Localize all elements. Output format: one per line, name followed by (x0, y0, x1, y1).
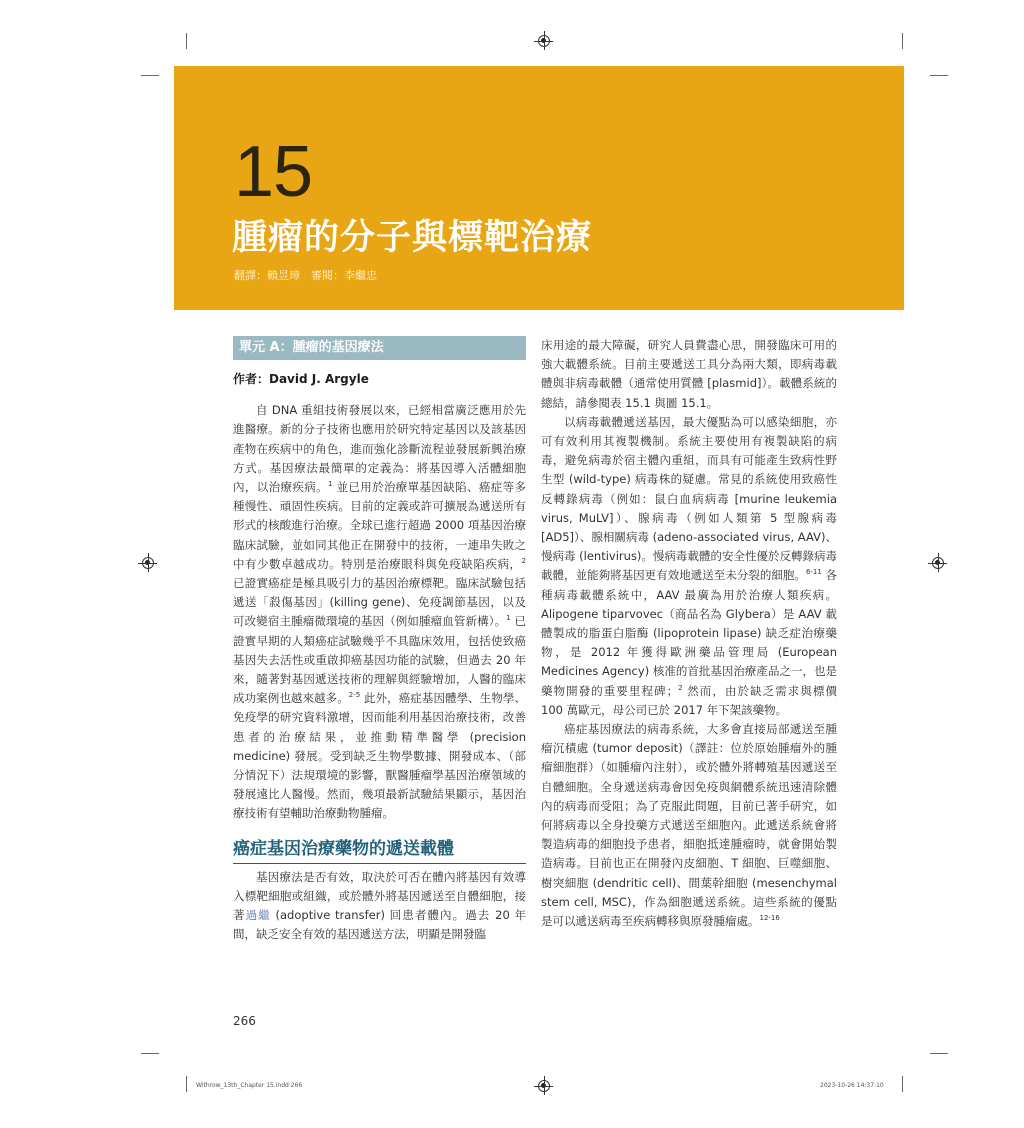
right-column (541, 336, 837, 931)
citation: 1 (506, 614, 511, 623)
timestamp-slug: 2023-10-26 14:37:10 (820, 1082, 884, 1089)
paragraph: 以病毒載體遞送基因，最大優點為可以感染細胞，亦可有效利用其複製機制。系統主要使用有複製缺陷的病毒，避免病毒於宿主體內重組，而具有可能產生致病性野生型 (wild-type) 病毒株的疑慮。常見的系統使用致癌性反轉錄病毒（例如：鼠白血病病毒 [murine leukemia virus, MuLV]）、腺病毒（例如人類第 5 型腺病毒 [AD5]）、腺相關病毒 (adeno-associated virus, AAV)、慢病毒 (lentivirus)。慢病毒載體的安全性優於反轉錄病毒載體，並能夠將基因更有效地遞送至未分裂的細胞。$^{6-11}$ 各種病毒載體系統中，AAV 最廣為用於治療人類疾病。Alipogene tiparvovec（商品名為 Glybera）是 AAV 載體製成的脂蛋白脂酶 (lipoprotein lipase) 缺乏症治療藥物，是 2012 年獲得歐洲藥品管理局 (European Medicines Agency) 核准的首批基因治療產品之一，也是藥物開發的重要里程碑；$^2$ 然而，由於缺乏需求與標價 100 萬歐元，母公司已於 2017 年下架該藥物。 (541, 414, 838, 717)
citation: 2 (521, 557, 526, 565)
crop-mark (186, 1076, 187, 1092)
registration-mark-icon (932, 557, 944, 569)
registration-mark-icon (142, 557, 154, 569)
unit-heading: 單元 A：腫瘤的基因療法 (233, 336, 526, 360)
crop-mark (141, 1053, 159, 1054)
paragraph: 基因療法是否有效，取決於可否在體內將基因有效導入標靶細胞或組織，或於體外將基因遞送至自體細胞，接著過繼 (adoptive transfer) 回患者體內。過去 20 年間，缺乏安全有效的基因遞送方法，明顯是開發臨 (233, 869, 527, 942)
registration-mark-icon (538, 35, 550, 47)
chapter-title: 腫瘤的分子與標靶治療 (232, 218, 593, 258)
left-column (233, 336, 526, 944)
crop-mark (902, 1076, 903, 1092)
chapter-credit: 翻譯：賴昱璋 審閱：李繼忠 (234, 269, 377, 282)
chapter-banner (174, 66, 904, 310)
file-slug: Withrow_13th_Chapter 15.indd 266 (196, 1082, 303, 1089)
paragraph: 床用途的最大障礙，研究人員費盡心思，開發臨床可用的強大載體系統。目前主要遞送工具分為兩大類，即病毒載體與非病毒載體（通常使用質體 [plasmid]）。載體系統的總結，請參閱表 15.1 與圖 15.1。 (541, 338, 837, 410)
page-number: 266 (233, 1014, 256, 1028)
crop-mark (902, 33, 903, 49)
citation: 2 (678, 683, 683, 692)
citation: 1 (327, 480, 333, 489)
citation: 6-11 (805, 568, 822, 577)
citation: 12-16 (759, 914, 780, 923)
paragraph: 癌症基因療法的病毒系統，大多會直接局部遞送至腫瘤沉積處 (tumor deposit)（譯註：位於原始腫瘤外的腫瘤細胞群）（如腫瘤內注射），或於體外將轉殖基因遞送至自體細胞。全身遞送病毒會因免疫與網體系統迅速清除體內的病毒而受阻；為了克服此問題，目前已著手研究，如何將病毒以全身投藥方式遞送至細胞內。此遞送系統會將製造病毒的細胞投予患者，細胞抵達腫瘤時，就會開始製造病毒。目前也正在開發內皮細胞、T 細胞、巨噬細胞、樹突細胞 (dendritic cell)、間葉幹細胞 (mesenchymal stem cell, MSC)，作為細胞遞送系統。這些系統的優點是可以遞送病毒至疾病轉移與原發腫瘤處。$^{12-16}$ (541, 722, 837, 929)
crop-mark (930, 75, 948, 76)
chapter-number: 15 (234, 132, 313, 212)
section-heading: 癌症基因治療藥物的遞送載體 (233, 838, 526, 864)
registration-mark-icon (538, 1080, 550, 1092)
crop-mark (930, 1053, 948, 1054)
paragraph: 自 DNA 重組技術發展以來，已經相當廣泛應用於先進醫療。新的分子技術也應用於研究特定基因以及該基因產物在疾病中的角色，進而強化診斷流程並發展新興治療方式。基因療法最簡單的定義為：將基因導入活體細胞內，以治療疾病。$^1$ 並已用於治療單基因缺陷、癌症等多種慢性、頑固性疾病。目前的定義或許可擴展為遞送所有形式的核酸進行治療。全球已進行超過 2000 項基因治療臨床試驗，並如同其他正在開發中的技術，一連串失敗之中有少數卓越成功。特別是治療眼科與免疫缺陷疾病，$^2$ 已證實癌症是極具吸引力的基因治療標靶。臨床試驗包括遞送「殺傷基因」(killing gene)、免疫調節基因，以及可改變宿主腫瘤微環境的基因（例如腫瘤血管新構）。$^1$ 已證實早期的人類癌症試驗幾乎不具臨床效用，包括使致癌基因失去活性或重啟抑癌基因功能的試驗，但過去 20 年來，隨著對基因遞送技術的理解與經驗增加，人醫的臨床成功案例也越來越多。$^{2-5}$ 此外，癌症基因體學、生物學、免疫學的研究資料激增，因而能利用基因治療技術，改善患者的治療結果，並推動精準醫學 (precision medicine) 發展。受到缺乏生物學數據、開發成本、（部分情況下）法規環境的影響，獸醫腫瘤學基因治療領域的發展遠比人醫慢。然而，幾項最新試驗結果顯示，基因治療技術有望輔助治療動物腫瘤。 (233, 403, 527, 821)
author-line: 作者：David J. Argyle (233, 372, 369, 386)
citation: 2-5 (348, 691, 361, 700)
highlighted-term: 過繼 (245, 908, 271, 923)
crop-mark (141, 75, 159, 76)
crop-mark (186, 33, 187, 49)
